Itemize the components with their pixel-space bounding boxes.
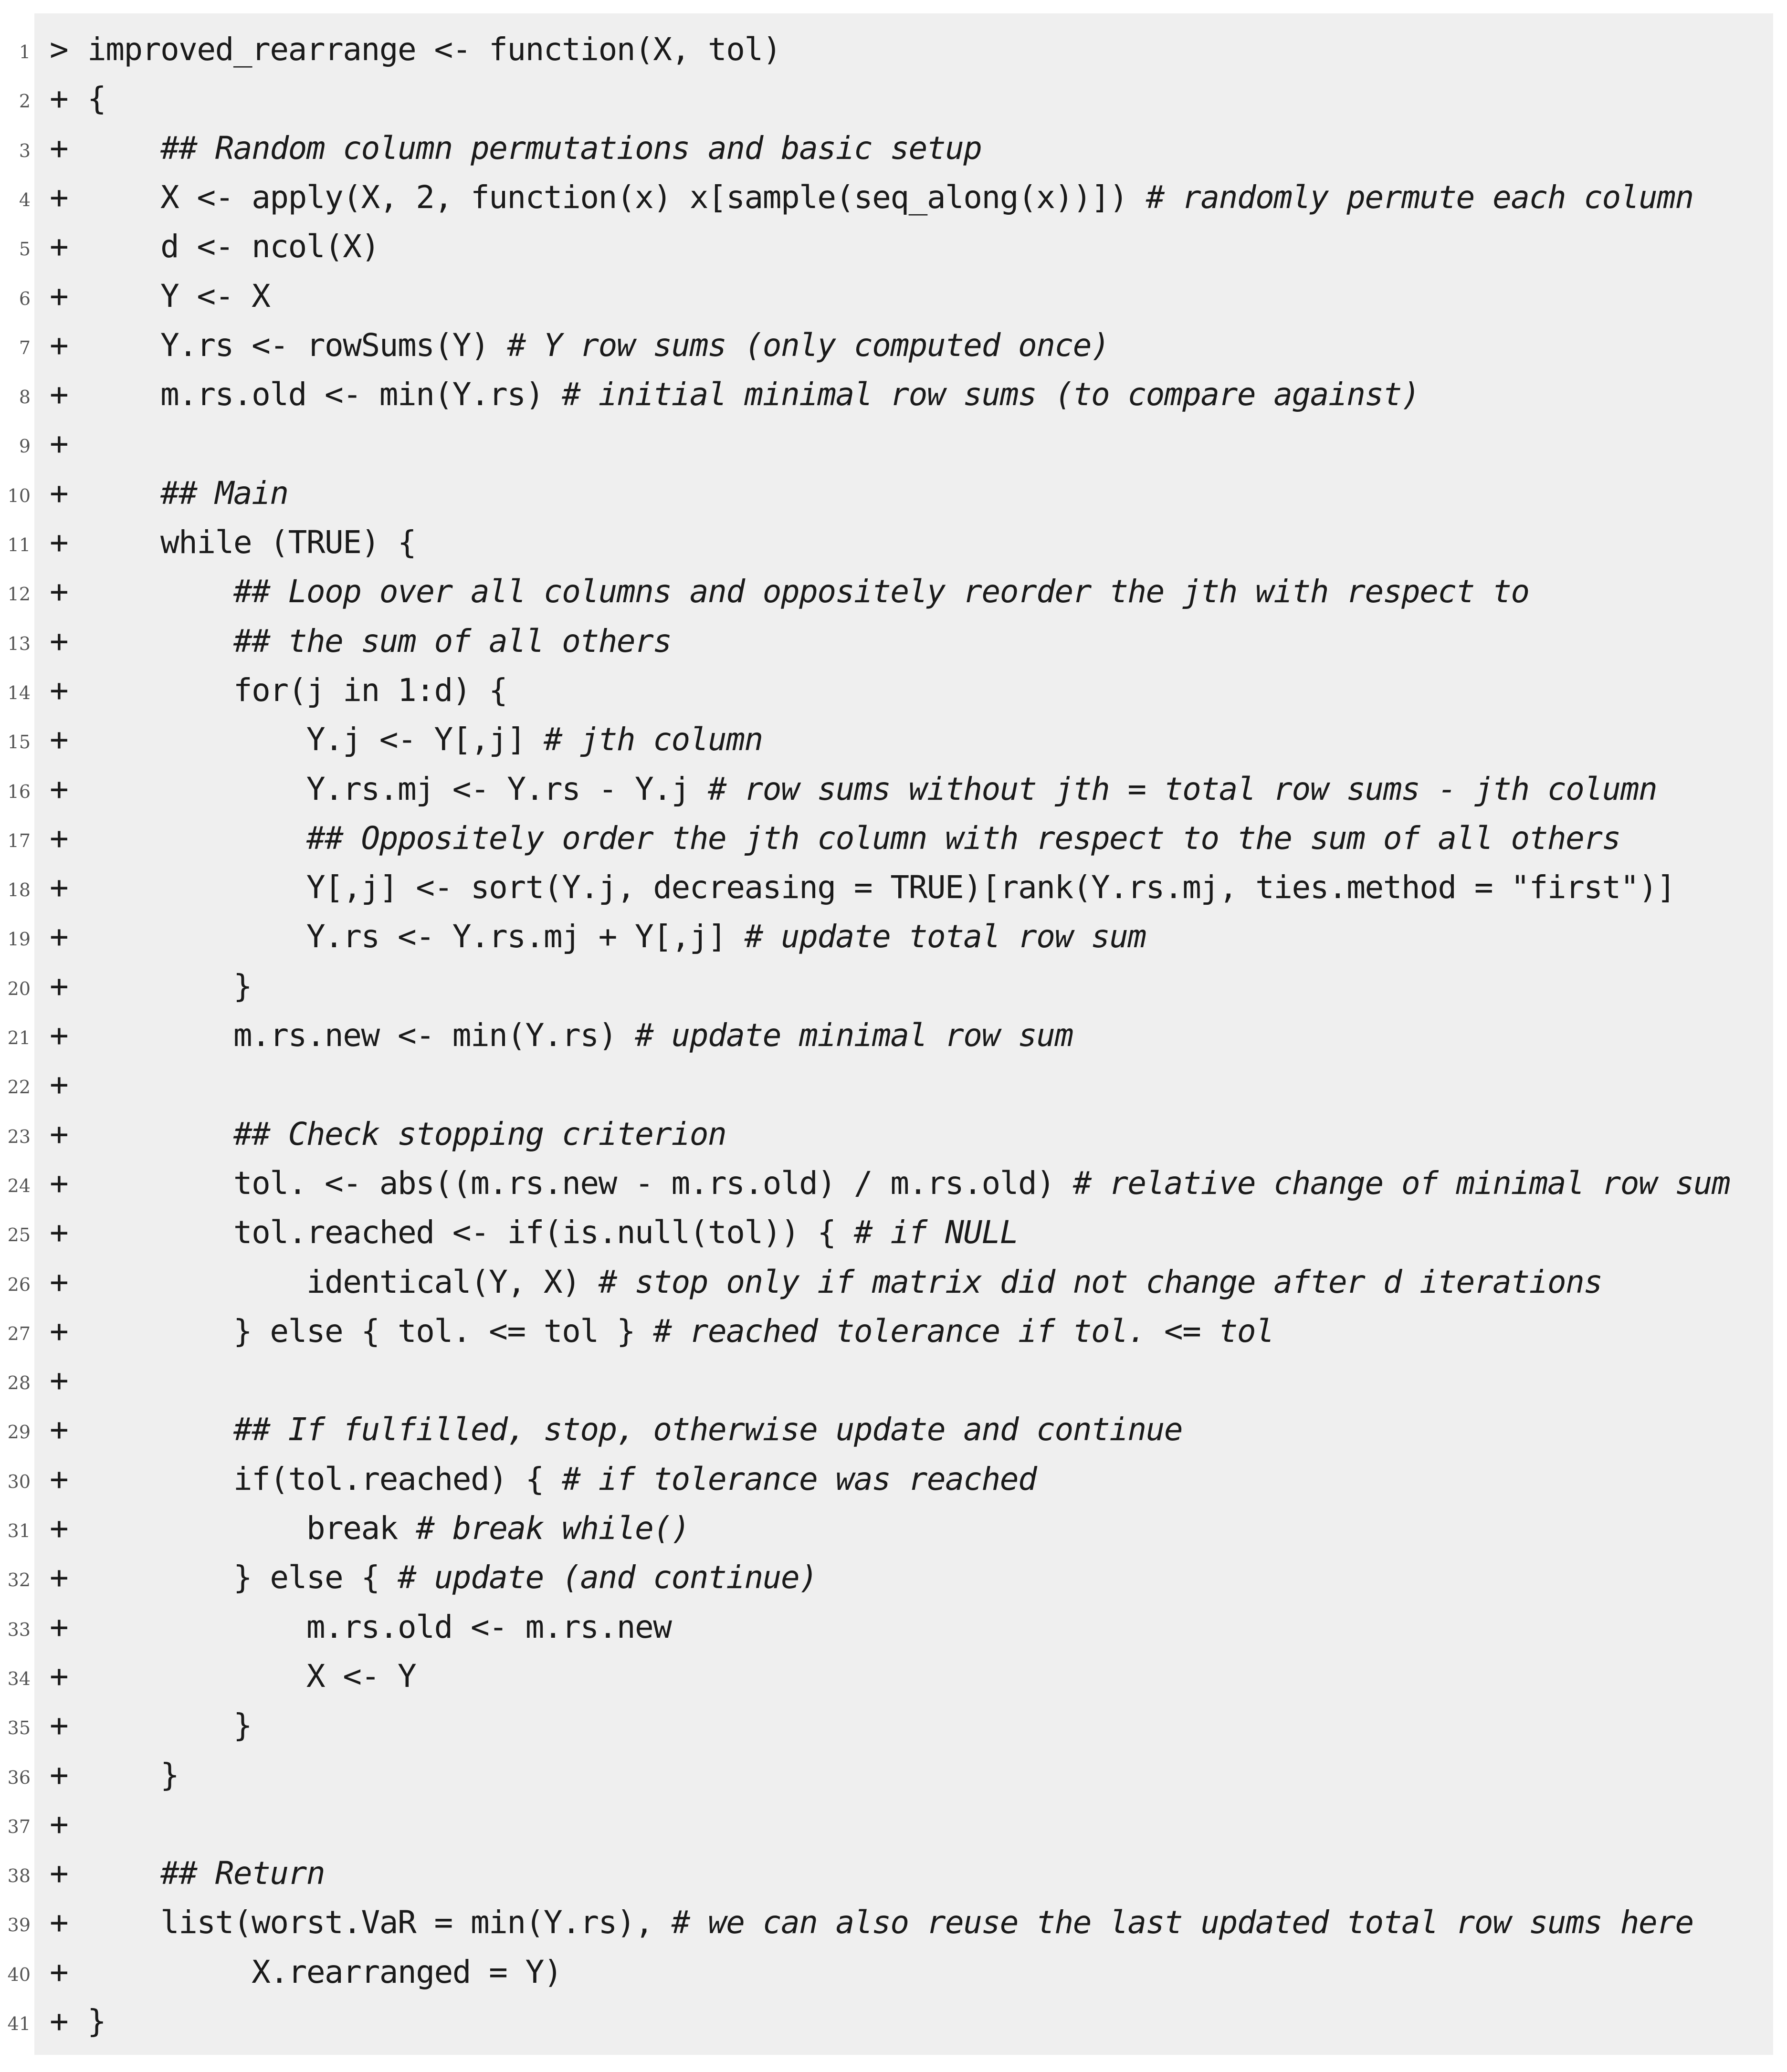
line-number: 34 [7, 1668, 31, 1689]
code-text [87, 1307, 1273, 1356]
console-prompt: + [50, 475, 69, 512]
code-line [0, 1159, 1787, 1208]
console-prompt: + [50, 771, 69, 807]
code-statement: X <- apply(X, 2, function(x) x[sample(seq_along(x))]) [87, 179, 1146, 216]
line-number: 30 [7, 1471, 31, 1492]
code-comment: # relative change of minimal row sum [1072, 1165, 1730, 1202]
code-comment: # reached tolerance if tol. <= tol [653, 1313, 1274, 1350]
console-prompt: + [50, 1264, 69, 1300]
line-number: 7 [19, 337, 31, 358]
console-prompt: + [50, 1609, 69, 1645]
code-line [0, 1947, 1787, 1997]
code-line [0, 1405, 1787, 1454]
line-number: 4 [19, 189, 31, 210]
code-text [87, 1898, 1693, 1947]
code-text [87, 567, 1529, 616]
code-text [87, 74, 105, 123]
code-comment: # update minimal row sum [635, 1017, 1073, 1054]
console-prompt: + [50, 1954, 69, 1990]
code-comment: # update total row sum [744, 918, 1146, 955]
code-statement: improved_rearrange <- function(X, tol) [87, 31, 781, 68]
line-number: 39 [7, 1915, 31, 1936]
line-number: 10 [7, 485, 31, 506]
console-prompt: + [50, 425, 69, 462]
line-number: 41 [7, 2013, 31, 2034]
code-statement [87, 623, 233, 659]
console-prompt: + [50, 1017, 69, 1054]
code-line [0, 469, 1787, 518]
code-statement: while (TRUE) { [87, 524, 416, 561]
console-prompt: + [50, 1904, 69, 1941]
code-line [0, 912, 1787, 961]
code-text [87, 1750, 179, 1800]
console-prompt: + [50, 1313, 69, 1350]
code-statement: } [87, 968, 252, 1005]
code-statement: tol. <- abs((m.rs.new - m.rs.old) / m.rs.old) [87, 1165, 1073, 1202]
code-comment: ## Random column permutations and basic setup [160, 130, 982, 167]
code-text [87, 1947, 562, 1997]
console-prompt: + [50, 80, 69, 117]
line-number: 6 [19, 288, 31, 309]
line-number: 1 [19, 42, 31, 63]
console-prompt: + [50, 1658, 69, 1695]
code-line [0, 419, 1787, 468]
line-number: 26 [7, 1274, 31, 1295]
line-number: 29 [7, 1422, 31, 1443]
console-prompt: + [50, 918, 69, 955]
line-number: 20 [7, 978, 31, 999]
console-prompt: > [50, 31, 69, 68]
code-text [87, 1455, 1036, 1504]
line-number: 37 [7, 1816, 31, 1837]
code-statement [87, 475, 160, 512]
code-text [87, 912, 1146, 961]
code-line [0, 321, 1787, 370]
code-line [0, 1060, 1787, 1109]
line-number: 22 [7, 1077, 31, 1098]
console-prompt: + [50, 228, 69, 265]
code-statement: { [87, 80, 106, 117]
code-text [87, 1011, 1073, 1060]
line-number: 32 [7, 1570, 31, 1591]
code-comment: # break while() [416, 1510, 690, 1547]
line-number: 38 [7, 1865, 31, 1886]
line-number: 8 [19, 387, 31, 408]
code-statement [87, 573, 233, 610]
line-number: 25 [7, 1224, 31, 1245]
code-line [0, 1652, 1787, 1701]
code-text [87, 124, 982, 173]
console-prompt: + [50, 1362, 69, 1399]
code-text [87, 1652, 416, 1701]
console-prompt: + [50, 1214, 69, 1251]
code-comment: # update (and continue) [398, 1559, 818, 1596]
code-comment: ## the sum of all others [233, 623, 672, 659]
code-statement: Y.rs <- Y.rs.mj + Y[,j] [87, 918, 745, 955]
console-prompt: + [50, 721, 69, 758]
line-number: 11 [7, 534, 31, 555]
console-prompt: + [50, 376, 69, 413]
code-text [87, 1602, 672, 1652]
console-prompt: + [50, 278, 69, 314]
code-line [0, 370, 1787, 419]
code-line [0, 715, 1787, 764]
code-comment: ## If fulfilled, stop, otherwise update and continue [233, 1411, 1183, 1448]
line-number: 13 [7, 633, 31, 654]
code-statement: Y <- X [87, 278, 270, 314]
code-comment: # if NULL [853, 1214, 1019, 1251]
code-statement [87, 130, 160, 167]
code-text [87, 962, 252, 1011]
code-line [0, 863, 1787, 912]
code-line [0, 567, 1787, 616]
code-line [0, 1356, 1787, 1405]
line-number: 27 [7, 1323, 31, 1344]
console-prompt: + [50, 2003, 69, 2040]
line-number: 31 [7, 1520, 31, 1541]
code-comment: # initial minimal row sums (to compare against) [562, 376, 1420, 413]
code-statement: Y.j <- Y[,j] [87, 721, 544, 758]
code-comment: ## Check stopping criterion [233, 1116, 726, 1152]
code-line [0, 25, 1787, 74]
console-prompt: + [50, 1116, 69, 1152]
code-comment: ## Return [160, 1855, 325, 1892]
console-prompt: + [50, 1806, 69, 1842]
code-comment: # randomly permute each column [1146, 179, 1693, 216]
console-prompt: + [50, 1757, 69, 1793]
code-comment: ## Oppositely order the jth column with respect to the sum of all others [306, 820, 1620, 857]
code-text [87, 617, 672, 666]
code-text [87, 1109, 726, 1159]
code-line [0, 1109, 1787, 1159]
line-number: 33 [7, 1619, 31, 1640]
code-statement: identical(Y, X) [87, 1264, 599, 1300]
console-prompt: + [50, 573, 69, 610]
code-text [87, 321, 1109, 370]
console-prompt: + [50, 130, 69, 167]
code-statement: d <- ncol(X) [87, 228, 379, 265]
console-prompt: + [50, 524, 69, 561]
code-comment: ## Loop over all columns and oppositely reorder the jth with respect to [233, 573, 1529, 610]
code-statement: break [87, 1510, 416, 1547]
code-text [87, 1208, 1018, 1257]
code-text [87, 1405, 1182, 1454]
code-statement [87, 820, 306, 857]
line-number: 14 [7, 682, 31, 703]
code-statement: m.rs.new <- min(Y.rs) [87, 1017, 635, 1054]
code-statement [87, 1411, 233, 1448]
code-line [0, 173, 1787, 222]
line-number: 24 [7, 1175, 31, 1196]
code-line [0, 666, 1787, 715]
code-text [87, 1997, 105, 2046]
line-number: 17 [7, 830, 31, 851]
code-line [0, 1011, 1787, 1060]
code-line [0, 124, 1787, 173]
code-text [87, 666, 507, 715]
code-statement: m.rs.old <- min(Y.rs) [87, 376, 562, 413]
console-prompt: + [50, 672, 69, 709]
line-number: 12 [7, 584, 31, 605]
code-text [87, 1257, 1602, 1307]
code-statement: m.rs.old <- m.rs.new [87, 1609, 672, 1645]
code-line [0, 1800, 1787, 1849]
line-number: 16 [7, 781, 31, 802]
line-number: 35 [7, 1717, 31, 1738]
code-line [0, 1208, 1787, 1257]
console-prompt: + [50, 1855, 69, 1892]
console-prompt: + [50, 623, 69, 659]
console-prompt: + [50, 1411, 69, 1448]
code-statement: } else { tol. <= tol } [87, 1313, 653, 1350]
code-line [0, 1701, 1787, 1750]
code-text [87, 518, 416, 567]
code-statement: X <- Y [87, 1658, 416, 1695]
code-line [0, 1504, 1787, 1553]
console-prompt: + [50, 1510, 69, 1547]
code-line [0, 272, 1787, 321]
line-number: 28 [7, 1372, 31, 1393]
code-statement: } else { [87, 1559, 398, 1596]
line-number: 23 [7, 1126, 31, 1147]
code-comment: # if tolerance was reached [562, 1461, 1037, 1497]
line-number: 36 [7, 1767, 31, 1788]
code-comment: # we can also reuse the last updated total row sums here [671, 1904, 1693, 1941]
code-line [0, 518, 1787, 567]
line-number: 40 [7, 1964, 31, 1985]
code-statement: tol.reached <- if(is.null(tol)) { [87, 1214, 854, 1251]
code-text [87, 1159, 1730, 1208]
code-line [0, 1849, 1787, 1898]
code-comment: # row sums without jth = total row sums - jth column [708, 771, 1657, 807]
code-line [0, 764, 1787, 814]
code-line [0, 1750, 1787, 1800]
line-number: 18 [7, 879, 31, 900]
code-text [87, 715, 763, 764]
line-number: 2 [19, 91, 31, 112]
code-line [0, 1602, 1787, 1652]
code-line [0, 1553, 1787, 1602]
code-text [87, 863, 1675, 912]
code-statement [87, 1116, 233, 1152]
code-statement: list(worst.VaR = min(Y.rs), [87, 1904, 672, 1941]
line-number: 9 [19, 436, 31, 457]
code-line [0, 74, 1787, 123]
code-text [87, 173, 1693, 222]
line-number: 19 [7, 929, 31, 950]
code-comment: ## Main [160, 475, 288, 512]
code-line [0, 1997, 1787, 2046]
code-text [87, 1849, 325, 1898]
code-comment: # jth column [543, 721, 763, 758]
code-line [0, 1455, 1787, 1504]
code-statement: Y.rs <- rowSums(Y) [87, 327, 507, 364]
console-prompt: + [50, 869, 69, 906]
line-number: 21 [7, 1027, 31, 1048]
code-text [87, 814, 1620, 863]
code-statement: if(tol.reached) { [87, 1461, 562, 1497]
console-prompt: + [50, 968, 69, 1005]
line-number: 5 [19, 239, 31, 260]
code-comment: # Y row sums (only computed once) [507, 327, 1110, 364]
console-prompt: + [50, 820, 69, 857]
code-line [0, 1307, 1787, 1356]
code-statement [87, 1855, 160, 1892]
code-text [87, 222, 379, 271]
code-text [87, 25, 781, 74]
code-statement: for(j in 1:d) { [87, 672, 507, 709]
code-text [87, 764, 1657, 814]
code-statement: } [87, 2003, 106, 2040]
code-statement: Y.rs.mj <- Y.rs - Y.j [87, 771, 708, 807]
code-text [87, 272, 270, 321]
console-prompt: + [50, 327, 69, 364]
code-line [0, 617, 1787, 666]
line-number: 15 [7, 732, 31, 753]
code-line [0, 962, 1787, 1011]
console-prompt: + [50, 179, 69, 216]
console-prompt: + [50, 1066, 69, 1103]
code-text [87, 1701, 252, 1750]
code-text [87, 1504, 690, 1553]
line-number: 3 [19, 140, 31, 161]
console-prompt: + [50, 1707, 69, 1744]
console-prompt: + [50, 1165, 69, 1202]
code-statement: Y[,j] <- sort(Y.j, decreasing = TRUE)[rank(Y.rs.mj, ties.method = "first")] [87, 869, 1675, 906]
code-text [87, 370, 1419, 419]
console-prompt: + [50, 1461, 69, 1497]
code-line [0, 222, 1787, 271]
code-text [87, 1553, 817, 1602]
code-comment: # stop only if matrix did not change after d iterations [598, 1264, 1602, 1300]
code-line [0, 1257, 1787, 1307]
code-statement: X.rearranged = Y) [87, 1954, 562, 1990]
code-statement: } [87, 1707, 252, 1744]
console-prompt: + [50, 1559, 69, 1596]
code-line [0, 1898, 1787, 1947]
code-statement: } [87, 1757, 179, 1793]
code-text [87, 469, 288, 518]
code-line [0, 814, 1787, 863]
